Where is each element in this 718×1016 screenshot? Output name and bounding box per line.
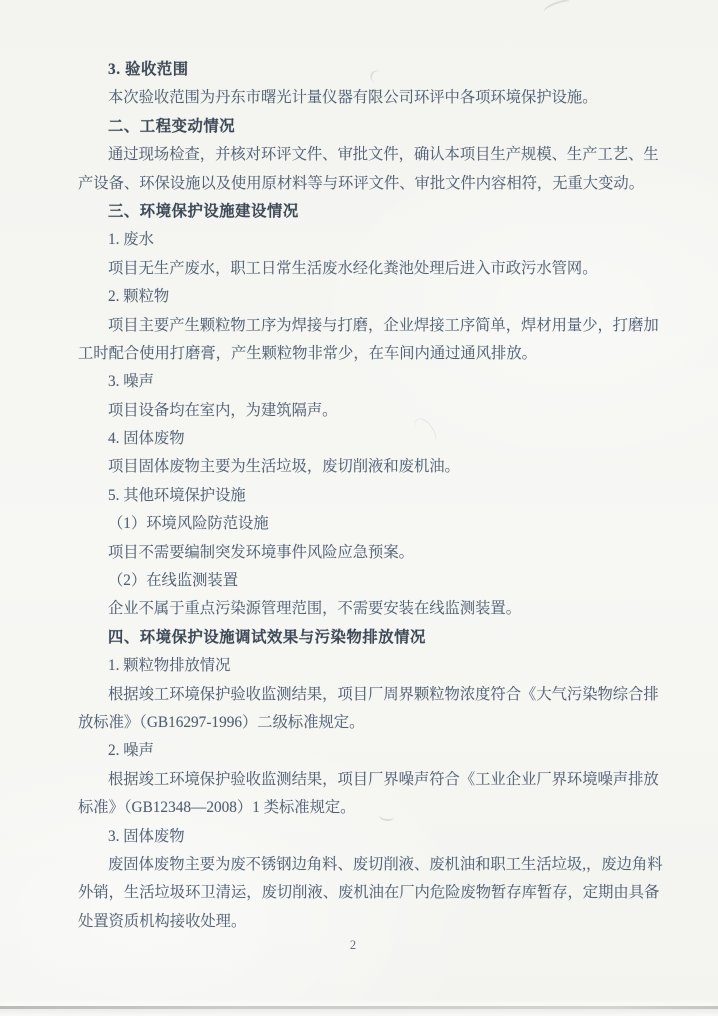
body-text-line: 废固体废物主要为废不锈钢边角料、废切削液、废机油和职工生活垃圾,，废边角料 (108, 855, 663, 873)
page-number: 2 (349, 938, 357, 952)
body-text-line: 企业不属于重点污染源管理范围，不需要安装在线监测装置。 (108, 600, 522, 618)
body-text-line: 本次验收范围为丹东市曙光计量仪器有限公司环评中各项环境保护设施。 (108, 89, 598, 107)
body-text-line: （1）环境风险防范设施 (108, 515, 269, 533)
heading-line: 3. 验收范围 (108, 61, 189, 78)
body-text-line: 项目设备均在室内，为建筑隔声。 (108, 401, 338, 419)
body-text-line: 工时配合使用打磨膏，产生颗粒物非常少，在车间内通过通风排放。 (78, 344, 537, 362)
body-text-line: 根据竣工环境保护验收监测结果，项目厂周界颗粒物浓度符合《大气污染物综合排 (108, 685, 659, 703)
body-text-line: 2. 颗粒物 (108, 288, 170, 306)
body-text-line: 1. 颗粒物排放情况 (108, 657, 231, 675)
body-text-line: 项目固体废物主要为生活垃圾，废切削液和废机油。 (108, 458, 460, 476)
body-text-line: 项目不需要编制突发环境事件风险应急预案。 (108, 543, 414, 561)
heading-line: 二、工程变动情况 (108, 117, 236, 135)
heading-line: 四、环境保护设施调试效果与污染物排放情况 (108, 628, 426, 646)
body-text-line: 通过现场检查，并核对环评文件、审批文件，确认本项目生产规模、生产工艺、生 (108, 146, 659, 164)
body-text-line: 处置资质机构接收处理。 (78, 912, 247, 930)
scanner-background (0, 1009, 718, 1016)
body-text-line: 外销，生活垃圾环卫清运，废切削液、废机油在厂内危险废物暂存库暂存，定期由具备 (78, 884, 660, 902)
body-text-line: 2. 噪声 (108, 742, 154, 760)
document-text-block (78, 56, 663, 936)
body-text-line: 3. 固体废物 (108, 827, 185, 845)
body-text-line: 标准》（GB12348—2008）1 类标准规定。 (78, 799, 356, 817)
body-text-line: 5. 其他环境保护设施 (108, 486, 246, 504)
scan-smudge (542, 0, 572, 17)
body-text-line: 4. 固体废物 (108, 430, 185, 448)
body-text-line: 放标准》（GB16297-1996）二级标准规定。 (78, 713, 365, 731)
body-text-line: 3. 噪声 (108, 373, 154, 391)
body-text-line: 产设备、环保设施以及使用原材料等与环评文件、审批文件内容相符，无重大变动。 (78, 174, 644, 192)
body-text-line: 根据竣工环境保护验收监测结果，项目厂界噪声符合《工业企业厂界环境噪声排放 (108, 770, 659, 788)
body-text-line: 项目无生产废水，职工日常生活废水经化粪池处理后进入市政污水管网。 (108, 259, 598, 277)
body-text-line: 项目主要产生颗粒物工序为焊接与打磨，企业焊接工序简单，焊材用量少，打磨加 (108, 316, 659, 334)
body-text-line: 1. 废水 (108, 231, 154, 249)
body-text-line: （2）在线监测装置 (108, 572, 239, 590)
heading-line: 三、环境保护设施建设情况 (108, 202, 299, 220)
